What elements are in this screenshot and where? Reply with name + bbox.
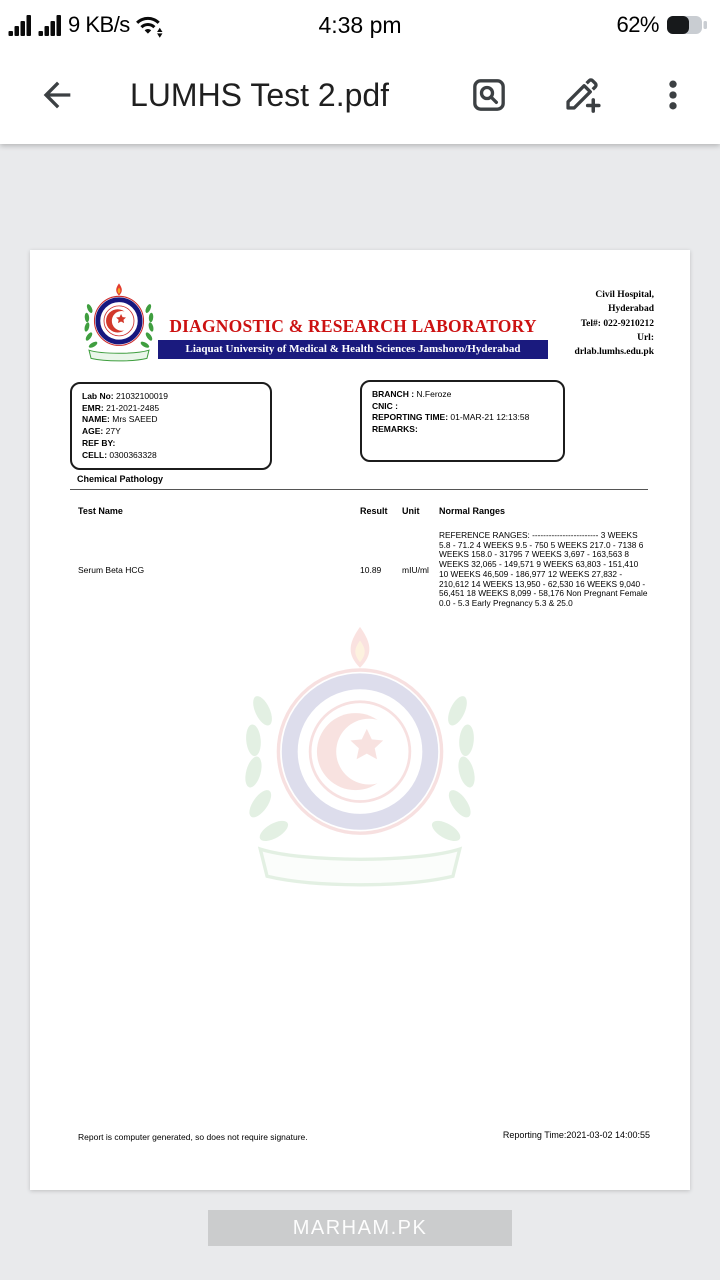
contact-line: Civil Hospital, bbox=[595, 290, 654, 300]
patient-field-labno bbox=[82, 391, 260, 403]
field-label: BRANCH : bbox=[372, 389, 415, 399]
network-speed-text: 9 KB/s bbox=[68, 12, 130, 37]
cell-unit: mIU/ml bbox=[402, 564, 429, 575]
branch-field-cnic bbox=[372, 401, 553, 413]
app-header bbox=[0, 0, 720, 144]
patient-field-age bbox=[82, 426, 260, 438]
branch-field-remarks bbox=[372, 424, 553, 436]
field-label: REF BY: bbox=[82, 437, 116, 448]
toolbar bbox=[0, 46, 720, 144]
signal-icon-sim2 bbox=[38, 14, 63, 37]
field-label: CELL: bbox=[82, 449, 108, 460]
signal-icon bbox=[8, 14, 33, 37]
reporting-time-footer: Reporting Time:2021-03-02 14:00:55 bbox=[502, 1130, 650, 1140]
annotate-pen-plus-icon bbox=[560, 74, 602, 116]
status-bar bbox=[0, 0, 720, 46]
field-value: 01-MAR-21 12:13:58 bbox=[450, 412, 530, 423]
field-value: 0300363328 bbox=[109, 449, 157, 460]
col-header-unit: Unit bbox=[402, 506, 420, 516]
cell-test-name: Serum Beta HCG bbox=[78, 564, 145, 575]
pdf-page bbox=[30, 250, 690, 1190]
battery-icon bbox=[666, 13, 708, 37]
branch-field-reporting-time bbox=[372, 412, 553, 424]
three-dot-menu-icon bbox=[653, 75, 693, 115]
col-header-test-name: Test Name bbox=[78, 506, 123, 516]
section-divider bbox=[70, 489, 648, 490]
branch-info-box bbox=[360, 380, 565, 462]
field-value: 21-2021-2485 bbox=[106, 402, 160, 413]
results-table bbox=[78, 506, 648, 609]
field-label: CNIC : bbox=[372, 400, 398, 411]
document-title: LUMHS Test 2.pdf bbox=[130, 76, 390, 113]
col-header-result: Result bbox=[360, 506, 388, 516]
find-in-document-icon bbox=[469, 75, 509, 115]
section-title: Chemical Pathology bbox=[77, 474, 164, 484]
lumhs-logo bbox=[78, 282, 160, 372]
field-value: 27Y bbox=[105, 426, 121, 437]
status-right-group bbox=[616, 12, 708, 38]
marham-watermark-bar bbox=[208, 1210, 512, 1246]
back-arrow-icon bbox=[37, 75, 77, 115]
contact-tel: Tel#: 022-9210212 bbox=[580, 318, 654, 329]
pdf-scroll-area[interactable] bbox=[0, 144, 720, 1280]
marham-watermark-text: MARHAM.PK bbox=[292, 1216, 428, 1239]
overflow-menu-button[interactable] bbox=[650, 72, 696, 118]
clock-text: 4:38 pm bbox=[318, 11, 402, 38]
cell-result: 10.89 bbox=[360, 564, 382, 575]
patient-info-box bbox=[70, 382, 272, 470]
col-header-normal-ranges: Normal Ranges bbox=[439, 506, 506, 516]
field-label: Lab No: bbox=[82, 391, 114, 401]
back-button[interactable] bbox=[34, 72, 80, 118]
battery-percent-text: 62% bbox=[616, 12, 659, 37]
lab-title: DIAGNOSTIC & RESEARCH LABORATORY bbox=[169, 316, 537, 336]
annotate-button[interactable] bbox=[558, 72, 604, 118]
patient-field-emr bbox=[82, 403, 260, 415]
patient-field-cell bbox=[82, 450, 260, 462]
find-in-document-button[interactable] bbox=[466, 72, 512, 118]
computer-generated-note: Report is computer generated, so does not require signature. bbox=[78, 1132, 308, 1142]
field-label: NAME: bbox=[82, 414, 110, 425]
contact-url-label: Url: bbox=[637, 332, 654, 343]
contact-url: drlab.lumhs.edu.pk bbox=[574, 347, 654, 357]
field-label: AGE: bbox=[82, 426, 104, 437]
field-label: REPORTING TIME: bbox=[372, 412, 449, 423]
cell-normal-ranges: REFERENCE RANGES: ------------------------ 3 WEEKS 5.8 - 71.2 4 WEEKS 9.5 - 750 5 WEEKS 217.0 - 7138 6 WEEKS 158.0 - 31795 7 WEEKS 3,697 - 163,563 8 WEEKS 32,065 - 149,571 9 WEEKS 63,803 - 151,410 10 WEEKS 46,509 - 186,977 12 WEEKS 27,832 - 210,612 14 WEEKS 13,950 - 62,530 16 WEEKS 9,040 - 56,451 18 WEEKS 8,099 - 58,176 Non Pregnant Female 0.0 - 5.3 Early Pregnancy 5.3 & 25.0 bbox=[439, 530, 648, 608]
wifi-icon bbox=[135, 12, 163, 38]
status-left-group bbox=[8, 12, 163, 38]
field-value: Mrs SAEED bbox=[112, 414, 158, 425]
branch-field-branch bbox=[372, 389, 553, 401]
patient-field-refby bbox=[82, 438, 260, 450]
patient-field-name bbox=[82, 414, 260, 426]
field-value: 21032100019 bbox=[116, 391, 169, 401]
university-banner: Liaquat University of Medical & Health Sciences Jamshoro/Hyderabad bbox=[158, 340, 548, 359]
field-value: N.Feroze bbox=[416, 389, 452, 399]
field-label: REMARKS: bbox=[372, 424, 418, 435]
watermark-crest-logo bbox=[224, 622, 496, 922]
field-label: EMR: bbox=[82, 402, 104, 413]
contact-line: Hyderabad bbox=[608, 304, 654, 315]
contact-block bbox=[474, 288, 654, 359]
